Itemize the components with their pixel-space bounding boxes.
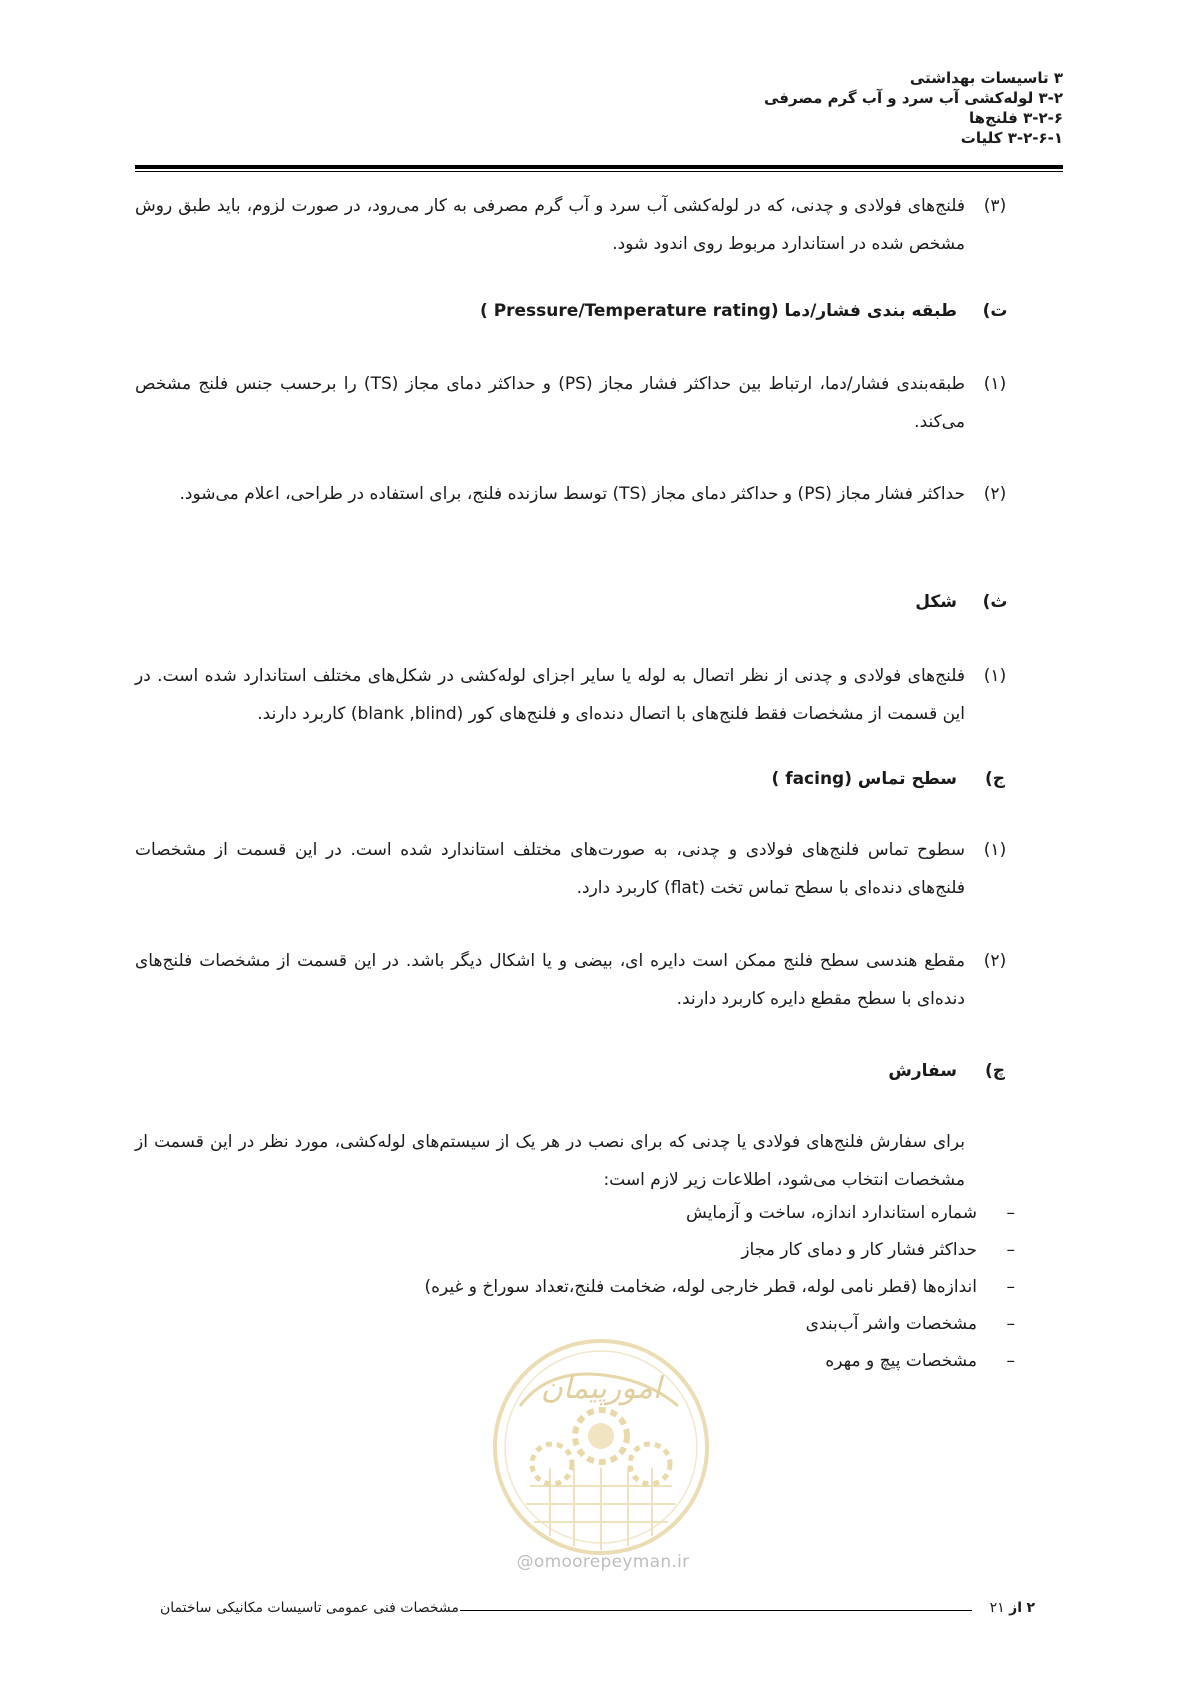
list-item: –حداکثر فشار کار و دمای کار مجاز	[255, 1232, 1015, 1269]
section-heading-ch	[135, 1056, 1015, 1086]
section-title: سفارش	[888, 1061, 957, 1081]
section-letter: چ)	[984, 1061, 1006, 1081]
paragraph-j-1	[135, 831, 1015, 907]
section-heading-t	[135, 296, 1015, 326]
header-rule-thin	[135, 171, 1063, 172]
section-heading-s	[135, 587, 1015, 617]
section-title: سطح تماس (facing )	[771, 769, 957, 789]
item-number: (۲)	[983, 484, 1007, 504]
at-sign-icon: @	[516, 1552, 534, 1572]
dash-marker: –	[1006, 1277, 1015, 1297]
watermark-logo-text: امورپیمان	[540, 1371, 662, 1406]
item-text: طبقه‌بندی فشار/دما، ارتباط بین حداکثر فشار مجاز (PS) و حداکثر دمای مجاز (TS) را برحسب جنس فلنج مشخص می‌کند.	[135, 374, 965, 432]
dash-marker: –	[1006, 1351, 1015, 1371]
section-letter: ت)	[982, 301, 1008, 321]
section-title: طبقه بندی فشار/دما (Pressure/Temperature rating )	[479, 301, 957, 321]
paragraph-t-1	[135, 365, 1015, 441]
header-rule-thick	[135, 165, 1063, 169]
order-paragraph	[135, 1123, 1015, 1199]
item-text: مقطع هندسی سطح فلنج ممکن است دایره ای، بیضی و یا اشکال دیگر باشد. در این قسمت از مشخصات فلنج‌های دنده‌ای با سطح مقطع دایره کاربرد دارند.	[135, 951, 965, 1009]
paragraph-item-3	[135, 187, 1015, 263]
item-text: فلنج‌های فولادی و چدنی از نظر اتصال به لوله یا سایر اجزای لوله‌کشی در شکل‌های مختلف استاندارد شده است. در این قسمت از مشخصات فقط فلنج‌های با اتصال دنده‌ای و فلنج‌های کور (blank ,blind) کاربرد دارند.	[135, 666, 965, 724]
list-item: –شماره استاندارد اندازه، ساخت و آزمایش	[255, 1195, 1015, 1232]
order-text: برای سفارش فلنج‌های فولادی یا چدنی که برای نصب در هر یک از سیستم‌های لوله‌کشی، مورد نظر در این قسمت از مشخصات انتخاب می‌شود، اطلاعات زیر لازم است:	[135, 1132, 965, 1190]
dash-marker: –	[1006, 1240, 1015, 1260]
header-chapter: ۳ تاسیسات بهداشتی	[909, 69, 1063, 87]
section-title: شکل	[915, 592, 957, 612]
paragraph-t-2	[135, 475, 1015, 513]
list-item: –مشخصات واشر آب‌بندی	[255, 1306, 1015, 1343]
item-number: (۳)	[983, 196, 1007, 216]
header-subsection: ۳-۲-۶ فلنج‌ها	[968, 109, 1063, 127]
header-section: ۳-۲ لوله‌کشی آب سرد و آب گرم مصرفی	[763, 89, 1063, 107]
paragraph-s-1	[135, 657, 1015, 733]
item-text: سطوح تماس فلنج‌های فولادی و چدنی، به صورت‌های مختلف استاندارد شده است. در این قسمت از مشخصات فلنج‌های دنده‌ای با سطح تماس تخت (flat) کاربرد دارد.	[135, 840, 965, 898]
footer-title: مشخصات فنی عمومی تاسیسات مکانیکی ساختمان	[160, 1600, 459, 1616]
item-number: (۱)	[983, 374, 1007, 394]
section-letter: ج)	[984, 769, 1006, 789]
paragraph-j-2	[135, 942, 1015, 1018]
page-header	[463, 68, 1063, 148]
list-item: –اندازه‌ها (قطر نامی لوله، قطر خارجی لوله، ضخامت فلنج،تعداد سوراخ و غیره)	[255, 1269, 1015, 1306]
page-number: ۲ از ۲۱	[989, 1600, 1035, 1616]
item-text: حداکثر فشار مجاز (PS) و حداکثر دمای مجاز (TS) توسط سازنده فلنج، برای استفاده در طراحی، اعلام می‌شود.	[179, 484, 965, 504]
footer-rule	[460, 1610, 972, 1611]
dash-marker: –	[1006, 1203, 1015, 1223]
watermark-url: @omoorepeyman.ir	[516, 1552, 690, 1572]
header-subsubsection: ۳-۲-۶-۱ کلیات	[960, 129, 1063, 147]
watermark-logo-icon	[490, 1336, 712, 1558]
list-item: –مشخصات پیچ و مهره	[255, 1343, 1015, 1380]
section-letter: ث)	[982, 592, 1008, 612]
section-heading-j	[135, 764, 1015, 794]
item-text: فلنج‌های فولادی و چدنی، که در لوله‌کشی آب سرد و آب گرم مصرفی به کار می‌رود، در صورت لزوم، باید طبق روش مشخص شده در استاندارد مربوط روی اندود شود.	[135, 196, 965, 254]
item-number: (۱)	[983, 666, 1007, 686]
item-number: (۱)	[983, 840, 1007, 860]
dash-marker: –	[1006, 1314, 1015, 1334]
item-number: (۲)	[983, 951, 1007, 971]
